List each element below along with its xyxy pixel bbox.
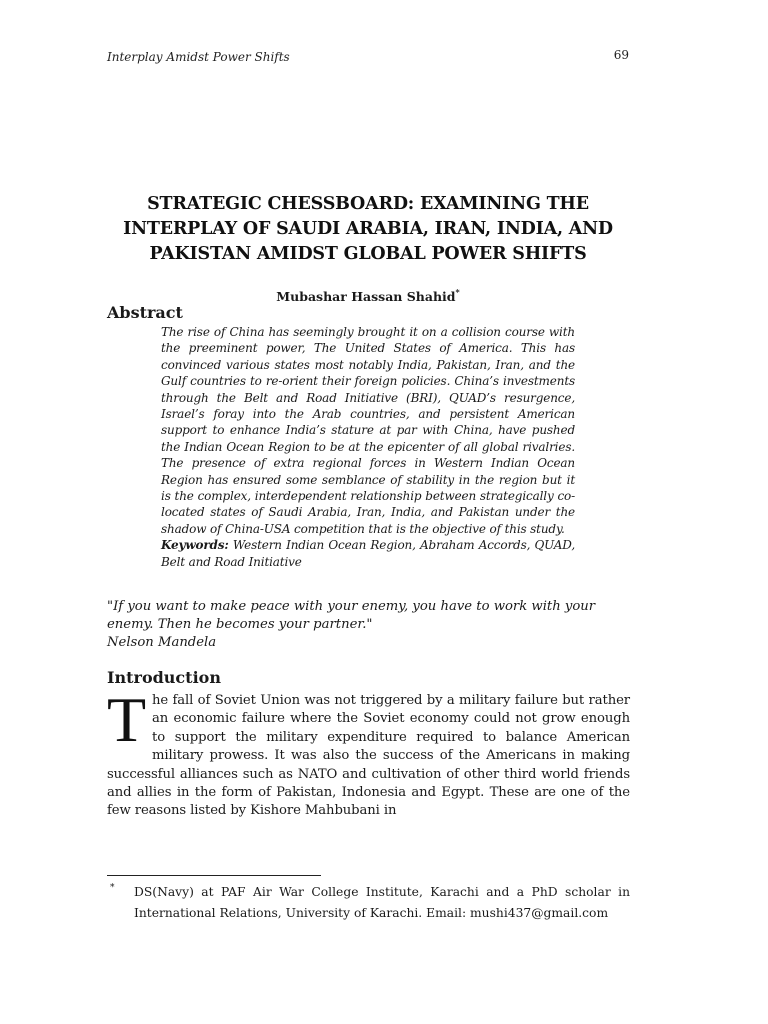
author-line [107,287,629,304]
footnote-mark: * [110,883,115,893]
epigraph-quote: "If you want to make peace with your enemy, you have to work with your enemy. Then he becomes your partner." [107,599,596,632]
epigraph [107,598,630,652]
article-title: STRATEGIC CHESSBOARD: EXAMINING THE INTERPLAY OF SAUDI ARABIA, IRAN, INDIA, AND PAKISTAN AMIDST GLOBAL POWER SHIFTS [123,194,613,264]
introduction-body [107,684,630,821]
abstract-text: The rise of China has seemingly brought it on a collision course with the preeminent power, The United States of America. This has convinced various states most notably India, Pakistan, Iran, and the Gulf countries to re-orient their foreign policies. China’s investments through the Belt and Road Initiative (BRI), QUAD’s resurgence, Israel’s foray into the Arab countries, and persistent American support to enhance India’s stature at par with China, have pushed the Indian Ocean Region to be at the epicenter of all global rivalries. The presence of extra regional forces in Western Indian Ocean Region has ensured some semblance of stability in the region but it is the complex, interdependent relationship between strategically co-located states of Saudi Arabia, Iran, India, and Pakistan under the shadow of China-USA competition that is the objective of this study. [161,325,575,536]
footnote-text: DS(Navy) at PAF Air War College Institute, Karachi and a PhD scholar in International Relations, University of Karachi. Email: mushi437@gmail.com [134,885,630,920]
keywords-text: Western Indian Ocean Region, Abraham Accords, QUAD, Belt and Road Initiative [161,538,576,569]
author-name: Mubashar Hassan Shahid [276,289,456,304]
introduction-heading: Introduction [107,668,221,687]
introduction-text: he fall of Soviet Union was not triggered by a military failure but rather an economic failure where the Soviet economy could not grow enough to support the military expenditure required to balance American military prowess. It was also the success of the Americans in making successful alliances such as NATO and cultivation of other third world friends and allies in the form of Pakistan, Indonesia and Egypt. These are one of the few reasons listed by Kishore Mahbubani in [107,693,630,819]
running-header-title: Interplay Amidst Power Shifts [107,50,290,64]
epigraph-attribution: Nelson Mandela [107,635,217,650]
footnote-divider [107,875,321,876]
abstract-heading: Abstract [107,303,183,322]
drop-cap: T [107,684,146,755]
page-number: 69 [613,48,629,62]
abstract-body [161,324,575,570]
author-footnote-mark: * [455,287,460,297]
keywords-label: Keywords: [161,538,229,553]
